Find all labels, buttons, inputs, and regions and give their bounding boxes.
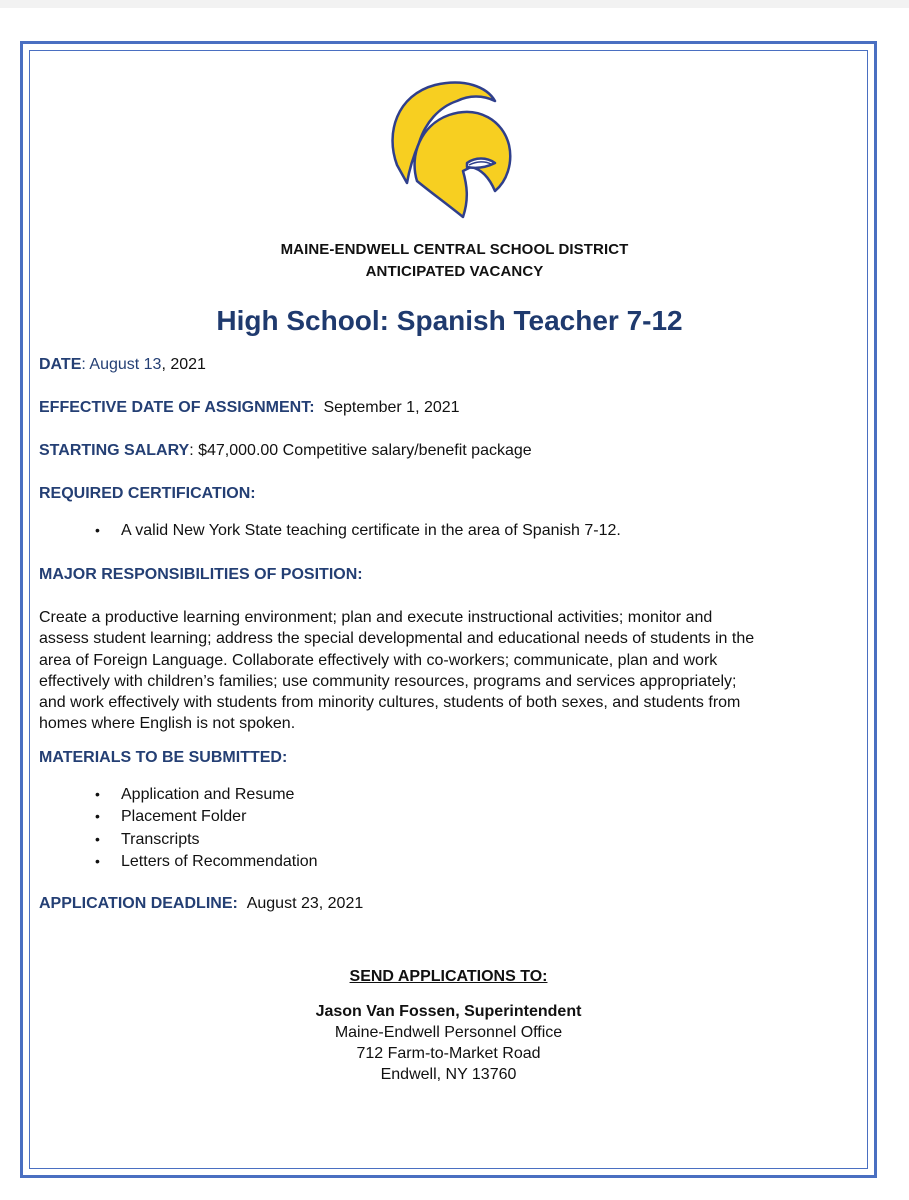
paragraph-line: effectively with children’s families; use community resources, programs and services appropriately; — [39, 672, 737, 690]
effective-date-row — [39, 399, 460, 417]
page-title: High School: Spanish Teacher 7-12 — [216, 305, 683, 336]
list-item: • Placement Folder — [95, 808, 247, 826]
effective-date-value: September 1, 2021 — [323, 399, 460, 416]
date-month-day: August 13 — [89, 356, 162, 373]
salary-value: : $47,000.00 Competitive salary/benefit package — [189, 442, 532, 459]
date-row: DATE: August 13, 2021 — [39, 356, 206, 373]
salary-label: STARTING SALARY — [39, 442, 190, 459]
effective-date-label: EFFECTIVE DATE OF ASSIGNMENT: — [39, 399, 315, 416]
paragraph-line: and work effectively with students from minority cultures, students of both sexes, and students from — [39, 694, 741, 712]
salary-row — [39, 442, 532, 460]
date-label: DATE — [39, 356, 82, 373]
send-applications-heading: SEND APPLICATIONS TO: — [349, 968, 548, 985]
paragraph-line: assess student learning; address the special developmental and educational needs of students in the — [39, 630, 755, 648]
responsibilities-heading: MAJOR RESPONSIBILITIES OF POSITION: — [39, 566, 363, 583]
contact-street: 712 Farm-to-Market Road — [356, 1045, 541, 1062]
document-page — [0, 8, 909, 1200]
certification-list — [95, 522, 621, 544]
contact-city: Endwell, NY 13760 — [380, 1066, 517, 1083]
date-year: , 2021 — [161, 356, 206, 373]
certification-heading: REQUIRED CERTIFICATION: — [39, 485, 256, 502]
vacancy-label: ANTICIPATED VACANCY — [365, 263, 544, 280]
materials-heading: MATERIALS TO BE SUBMITTED: — [39, 749, 288, 766]
contact-name: Jason Van Fossen, Superintendent — [315, 1003, 582, 1020]
deadline-value: August 23, 2021 — [246, 895, 364, 912]
list-item: • A valid New York State teaching certificate in the area of Spanish 7-12. — [95, 522, 621, 539]
deadline-label: APPLICATION DEADLINE: — [39, 895, 238, 912]
list-item: • Transcripts — [95, 830, 200, 848]
deadline-row — [39, 895, 363, 913]
contact-office: Maine-Endwell Personnel Office — [334, 1024, 563, 1041]
paragraph-line: homes where English is not spoken. — [39, 715, 296, 733]
spartan-helmet-icon — [383, 73, 518, 223]
paragraph-line: Create a productive learning environment; plan and execute instructional activities; monitor and — [39, 609, 713, 626]
district-name: MAINE-ENDWELL CENTRAL SCHOOL DISTRICT — [280, 241, 629, 258]
responsibilities-paragraph — [39, 607, 869, 735]
materials-list — [95, 786, 318, 875]
paragraph-line: area of Foreign Language. Collaborate effectively with co-workers; communicate, plan and work — [39, 651, 718, 669]
list-item: • Application and Resume — [95, 786, 295, 803]
list-item: • Letters of Recommendation — [95, 852, 318, 870]
